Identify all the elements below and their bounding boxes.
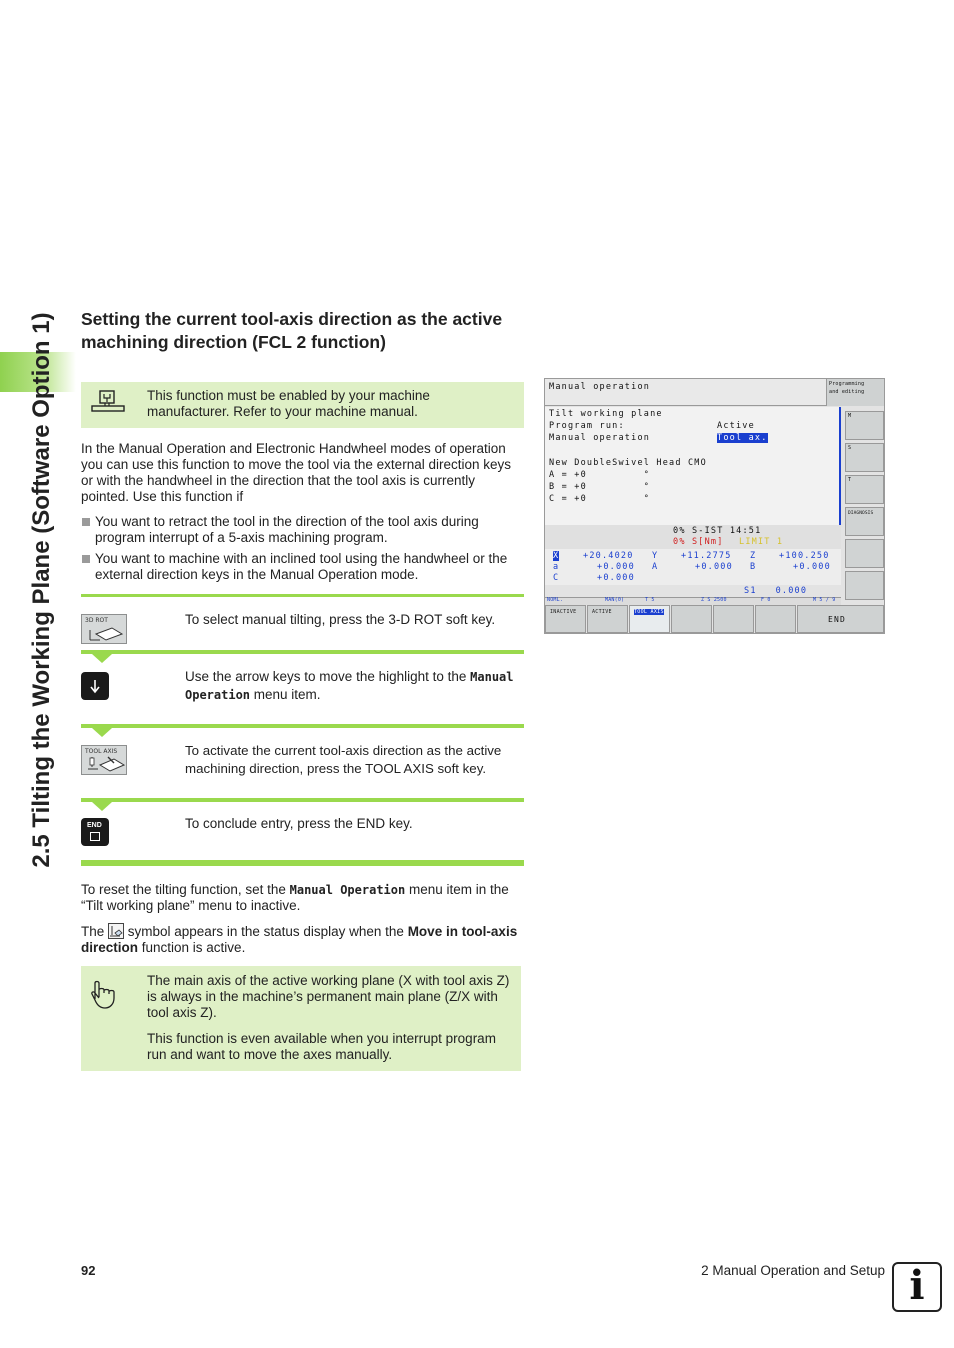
pointing-hand-icon xyxy=(89,980,119,1012)
step2-text-before: Use the arrow keys to move the highlight to the xyxy=(185,669,471,684)
step3-text: To activate the current tool-axis direction as the active machining direction, press the TOOL AXIS soft key. xyxy=(185,743,502,776)
screen-softkey-end xyxy=(797,605,884,633)
step-divider xyxy=(81,594,524,597)
manufacturer-note-text: This function must be enabled by your machine manufacturer. Refer to your machine manual. xyxy=(147,388,430,419)
section-heading: Setting the current tool-axis direction as the active machining direction (FCL 2 function) xyxy=(81,309,503,352)
step1-text: To select manual tilting, press the 3-D ROT soft key. xyxy=(185,612,496,627)
tilted-plane-icon xyxy=(88,624,124,642)
screen-side-softkey-empty xyxy=(845,571,884,600)
screen-menu-line: Manual operation xyxy=(549,433,651,443)
info-note-paragraph-2: This function is even available when you interrupt program run and want to move the axes manually. xyxy=(147,1031,496,1062)
screen-axis-value: +0.000 xyxy=(597,573,635,583)
screen-other-mode-line2: and editing xyxy=(829,389,865,395)
step-arrow xyxy=(92,654,112,663)
screen-other-mode-line1: Programming xyxy=(829,381,865,387)
tool-axis-softkey-icon xyxy=(81,745,127,775)
screen-spindle-readout: S1 0.000 xyxy=(744,586,808,596)
screen-other-mode xyxy=(826,379,884,406)
screen-side-softkey-m xyxy=(845,411,884,440)
symbol-text-bold: Move in tool-axis direction xyxy=(81,924,518,955)
screen-status-field: NOML. xyxy=(547,597,564,603)
symbol-text-middle: symbol appears in the status display when the xyxy=(124,924,408,939)
info-note xyxy=(81,966,521,1071)
screen-axis-value: +11.2775 xyxy=(681,551,732,561)
screen-status-field: F 0 xyxy=(761,597,771,603)
screen-status-field: Z S 2500 xyxy=(701,597,727,603)
screen-axis-label: X xyxy=(553,551,560,561)
step-divider xyxy=(81,650,524,654)
screen-softkey-empty xyxy=(713,605,754,633)
screen-side-softkey-empty xyxy=(845,539,884,568)
end-key-label: END xyxy=(87,822,102,829)
3d-rot-softkey-icon xyxy=(81,614,127,644)
machine-icon xyxy=(91,389,125,417)
control-screen-screenshot xyxy=(544,378,885,634)
step-divider xyxy=(81,860,524,866)
screen-status-field: MAN(0) xyxy=(605,597,625,603)
screen-softkey-inactive xyxy=(545,605,586,633)
softkey-label: TOOL AXIS xyxy=(634,609,664,615)
softkey-label: S xyxy=(848,445,853,451)
symbol-text-after: function is active. xyxy=(138,940,246,955)
reset-text-after: menu item in the “Tilt working plane” menu to inactive. xyxy=(81,882,509,913)
screen-menu-line: New DoubleSwivel Head CMO xyxy=(549,458,707,468)
screen-menu-value: Active xyxy=(717,421,755,431)
step2-text-after: menu item. xyxy=(250,687,321,702)
screen-status-field: T 5 xyxy=(645,597,655,603)
screen-side-softkey-diagnosis xyxy=(845,507,884,536)
screen-axis-value: +0.000 xyxy=(597,562,635,572)
step2-code: Manual Operation xyxy=(185,670,514,702)
softkey-label: END xyxy=(828,615,847,624)
symbol-text-before: The xyxy=(81,924,109,939)
screen-side-softkey-t xyxy=(845,475,884,504)
screen-axis-label: A xyxy=(652,562,659,572)
step2-text xyxy=(185,668,525,704)
screen-axis-label: Z xyxy=(750,551,757,561)
softkey-label: ACTIVE xyxy=(592,609,612,615)
info-icon xyxy=(892,1262,942,1312)
step-arrow xyxy=(92,728,112,737)
screen-menu-line: C = +0 ° xyxy=(549,494,651,504)
screen-axis-value: +100.250 xyxy=(779,551,830,561)
intro-paragraph: In the Manual Operation and Electronic Handwheel modes of operation you can use this function to move the tool via the external direction keys or with the handwheel in the direction that the tool axis is currently pointed. Use this function if xyxy=(81,441,511,504)
tool-axis-icon xyxy=(86,755,126,773)
screen-axis-value: +20.4020 xyxy=(583,551,634,561)
info-note-paragraph-1: The main axis of the active working plane (X with tool axis Z) is always in the machine’s permanent main plane (Z/X with tool axis Z). xyxy=(147,973,510,1020)
screen-status-strip xyxy=(545,597,841,605)
screen-softkey-empty xyxy=(755,605,796,633)
step-divider xyxy=(81,724,524,728)
bullet-item-1: You want to retract the tool in the direction of the tool axis during program interrupt of a 5-axis machining program. xyxy=(81,514,523,546)
bullet-item-2: You want to machine with an inclined tool using the handwheel or the external direction keys in the Manual Operation mode. xyxy=(81,551,523,583)
screen-axis-value: +0.000 xyxy=(793,562,831,572)
screen-menu-line: Tilt working plane xyxy=(549,409,663,419)
screen-softkey-empty xyxy=(671,605,712,633)
screen-status-line: 0% S-IST 14:51 xyxy=(673,526,762,536)
reset-paragraph xyxy=(81,882,523,914)
softkey-label: TOOL AXIS xyxy=(85,748,118,755)
screen-menu-value-highlight: Tool ax. xyxy=(717,433,768,443)
step-divider xyxy=(81,798,524,802)
screen-status-line: 0% S[Nm] xyxy=(673,537,724,547)
manufacturer-note xyxy=(81,382,524,428)
softkey-label: M xyxy=(848,413,853,419)
softkey-label: INACTIVE xyxy=(550,609,577,615)
screen-axis-value: +0.000 xyxy=(695,562,733,572)
tool-axis-status-icon xyxy=(108,923,124,939)
screen-axis-label: Y xyxy=(652,551,659,561)
screen-softkey-active xyxy=(587,605,628,633)
info-icon-glyph: i xyxy=(909,1262,925,1309)
screen-menu-line: B = +0 ° xyxy=(549,482,651,492)
screen-status-field: M 5 / 9 xyxy=(813,597,836,603)
reset-text-before: To reset the tilting function, set the xyxy=(81,882,290,897)
page-number: 92 xyxy=(81,1263,96,1278)
end-key-icon xyxy=(81,818,109,846)
reset-code: Manual Operation xyxy=(289,883,406,897)
screen-axis-label: B xyxy=(750,562,757,572)
screen-status-limit: LIMIT 1 xyxy=(739,537,784,547)
arrow-down-key-icon xyxy=(81,672,109,700)
screen-menu-line: Program run: xyxy=(549,421,625,431)
softkey-label: 3D ROT xyxy=(85,617,108,624)
softkey-label: T xyxy=(848,477,853,483)
step-arrow xyxy=(92,802,112,811)
screen-axis-label: a xyxy=(553,562,560,572)
chapter-side-title-text: 2.5 Tilting the Working Plane (Software Option 1) xyxy=(28,312,55,868)
screen-mode-title: Manual operation xyxy=(549,382,651,392)
screen-axis-label: C xyxy=(553,573,560,583)
screen-softkey-tool-axis xyxy=(629,605,670,633)
symbol-paragraph xyxy=(81,923,523,956)
screen-menu-line: A = +0 ° xyxy=(549,470,651,480)
footer-chapter-title: 2 Manual Operation and Setup xyxy=(701,1263,885,1278)
screen-side-softkey-s xyxy=(845,443,884,472)
softkey-label: DIAGNOSIS xyxy=(848,511,874,516)
step4-text: To conclude entry, press the END key. xyxy=(185,816,413,831)
